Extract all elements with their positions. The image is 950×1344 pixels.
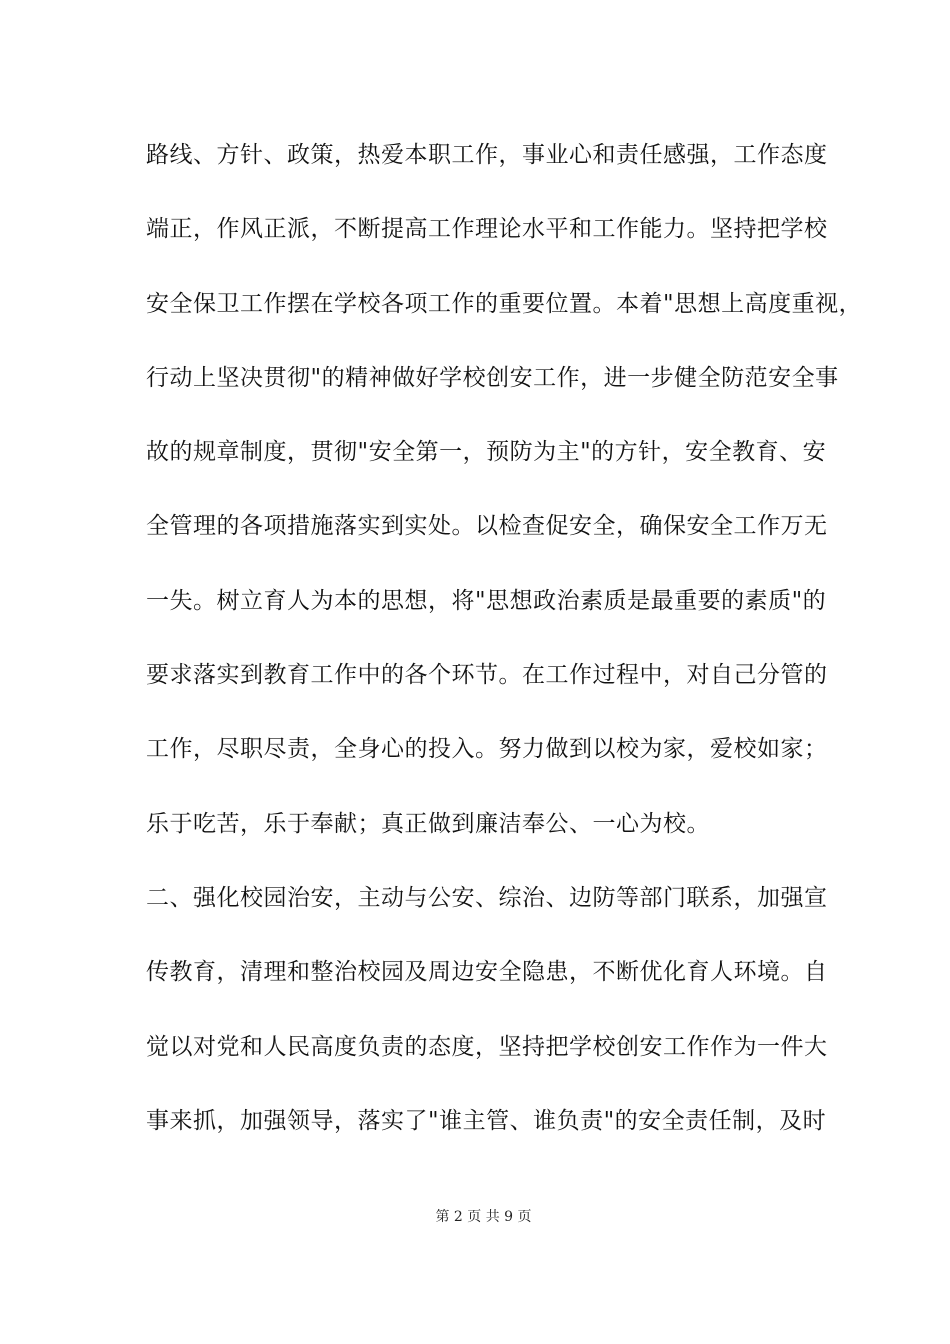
body-text	[146, 129, 863, 1169]
text-line: 事来抓，加强领导，落实了"谁主管、谁负责"的安全责任制，及时	[146, 1107, 827, 1134]
text-line: 要求落实到教育工作中的各个环节。在工作过程中，对自己分管的	[146, 662, 828, 689]
page-number-footer: 第 2 页 共 9 页	[435, 1209, 532, 1225]
text-line: 觉以对党和人民高度负责的态度，坚持把学校创安工作作为一件大	[146, 1033, 828, 1060]
text-line: 工作，尽职尽责，全身心的投入。努力做到以校为家，爱校如家；	[146, 736, 828, 763]
text-line: 端正，作风正派，不断提高工作理论水平和工作能力。坚持把学校	[146, 216, 828, 243]
text-line: 安全保卫工作摆在学校各项工作的重要位置。本着"思想上高度重视，	[146, 290, 863, 317]
text-line: 故的规章制度，贯彻"安全第一，预防为主"的方针，安全教育、安	[146, 439, 827, 466]
text-line: 二、强化校园治安，主动与公安、综治、边防等部门联系，加强宣	[146, 884, 828, 911]
text-line: 传教育，清理和整治校园及周边安全隐患，不断优化育人环境。自	[146, 959, 828, 986]
text-line: 乐于吃苦，乐于奉献；真正做到廉洁奉公、一心为校。	[146, 810, 710, 837]
text-line: 行动上坚决贯彻"的精神做好学校创安工作，进一步健全防范安全事	[146, 364, 839, 391]
text-line: 路线、方针、政策，热爱本职工作，事业心和责任感强，工作态度	[146, 142, 828, 168]
text-line: 一失。树立育人为本的思想，将"思想政治素质是最重要的素质"的	[146, 587, 827, 614]
text-line: 全管理的各项措施落实到实处。以检查促安全，确保安全工作万无	[146, 513, 828, 540]
